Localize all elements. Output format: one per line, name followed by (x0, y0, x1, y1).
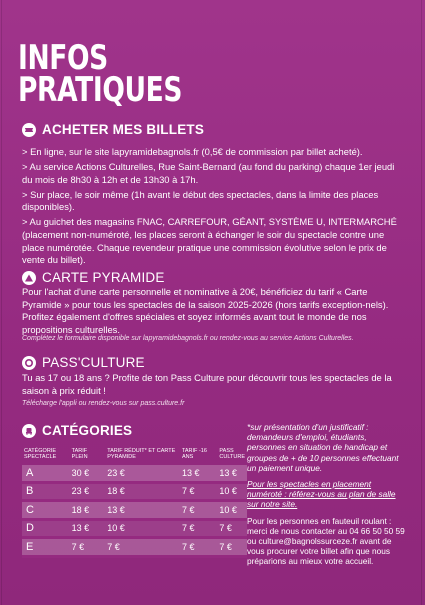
section-heading-pass (22, 355, 145, 370)
table-cell: 23 € (70, 482, 106, 501)
table-cell: 7 € (180, 482, 217, 501)
price-table (22, 448, 247, 558)
table-cell: 7 € (180, 538, 217, 557)
seat-icon (22, 424, 36, 438)
table-row (22, 501, 247, 520)
buy-text (22, 146, 407, 269)
table-row (22, 482, 247, 501)
buy-paragraph: > En ligne, sur le site lapyramidebagnols.fr (0,5€ de commission par billet acheté). (22, 146, 363, 157)
heading-text: ACHETER MES BILLETS (42, 122, 205, 137)
column-header: TARIF PLEIN (71, 448, 88, 460)
title-line-2: PRATIQUES (18, 70, 183, 110)
table-cell: 10 € (105, 519, 180, 538)
table-cell: 13 € (105, 501, 180, 520)
table-cell: 13 € (180, 465, 217, 482)
pass-culture-icon (22, 356, 36, 370)
table-cell: C (22, 501, 70, 520)
ticket-icon (22, 123, 36, 137)
heading-text: PASS'CULTURE (42, 355, 145, 370)
table-cell: 30 € (70, 465, 106, 482)
pass-note: Télécharge l'appli ou rendez-vous sur pass.culture.fr (22, 400, 185, 407)
accessibility-note: Pour les personnes en fauteuil roulant : merci de nous contacter au 04 66 50 50 59 ou culture@bagnolssurceze.fr avant de vous procurer votre billet afin que nous préparions au mieux votre accueil. (247, 515, 405, 567)
table-cell: 18 € (70, 501, 106, 520)
table-cell: 7 € (70, 538, 106, 557)
heading-text: CARTE PYRAMIDE (42, 270, 165, 285)
pass-text: Tu as 17 ou 18 ans ? Profite de ton Pass Culture pour découvrir tous les spectacles de la saison à prix réduit ! (22, 372, 392, 396)
table-cell: 7 € (217, 519, 247, 538)
section-heading-buy (22, 122, 204, 137)
table-cell: E (22, 538, 70, 557)
table-row (22, 519, 247, 538)
column-header: TARIF -16 ANS (181, 448, 207, 460)
table-cell: 18 € (105, 482, 180, 501)
table-cell: D (22, 519, 70, 538)
table-row (22, 465, 247, 482)
fold-line (421, 0, 422, 605)
table-cell: 13 € (217, 465, 247, 482)
title-line-1: INFOS (18, 38, 108, 78)
table-cell: 7 € (180, 501, 217, 520)
page-title (18, 38, 183, 110)
table-cell: A (22, 465, 70, 482)
pyramide-text: Pour l'achat d'une carte personnelle et nominative à 20€, bénéficiez du tarif « Carte Pyramide » pour tous les spectacles de la saison 2025-2026 (hors tarifs exception-nels). Profitez également d'offres spéciales et soyez informés avant tout le monde de nos propositions culturelles. (22, 286, 389, 335)
fold-line (1, 0, 2, 605)
column-header: TARIF RÉDUIT* ET CARTE PYRAMIDE (107, 448, 176, 460)
column-header: CATÉGORIE SPECTACLE (24, 448, 57, 460)
table-row (22, 538, 247, 557)
table-cell: 7 € (180, 519, 217, 538)
pyramide-note: Complétez le formulaire disponible sur lapyramidebagnols.fr ou rendez-vous au service Actions Culturelles. (22, 335, 354, 342)
table-cell: 10 € (217, 501, 247, 520)
pyramid-icon (22, 271, 36, 285)
section-heading-pyramide (22, 270, 165, 285)
reduced-rate-note: *sur présentation d'un justificatif : demandeurs d'emploi, étudiants, personnes en situation de handicap et groupes de + de 10 personnes effectuant un paiement unique. (247, 422, 399, 473)
buy-paragraph: > Au guichet des magasins FNAC, CARREFOUR, GÉANT, SYSTÈME U, INTERMARCHÉ (placement non-numéroté, les places seront à échanger le soir du spectacle contre une place numérotée. Chaque revendeur pratique une commission évolutive selon le prix de vente du billet). (22, 216, 397, 266)
table-header-row (22, 448, 247, 465)
table-cell: 10 € (217, 482, 247, 501)
buy-paragraph: > Au service Actions Culturelles, Rue Saint-Bernard (au fond du parking) chaque 1er jeudi du mois de 8h30 à 12h et de 13h30 à 17h. (22, 161, 395, 185)
side-notes (247, 422, 407, 573)
table-cell: B (22, 482, 70, 501)
table-cell: 23 € (105, 465, 180, 482)
buy-paragraph: > Sur place, le soir même (1h avant le début des spectacles, dans la limite des places disponibles). (22, 188, 379, 213)
seating-note: Pour les spectacles en placement numéroté : référez-vous au plan de salle sur notre site. (247, 479, 396, 510)
table-cell: 13 € (70, 519, 106, 538)
heading-text: CATÉGORIES (42, 423, 133, 438)
table-cell: 7 € (217, 538, 247, 557)
section-heading-categories (22, 423, 132, 438)
column-header: PASS CULTURE (219, 448, 245, 460)
table-cell: 7 € (105, 538, 180, 557)
